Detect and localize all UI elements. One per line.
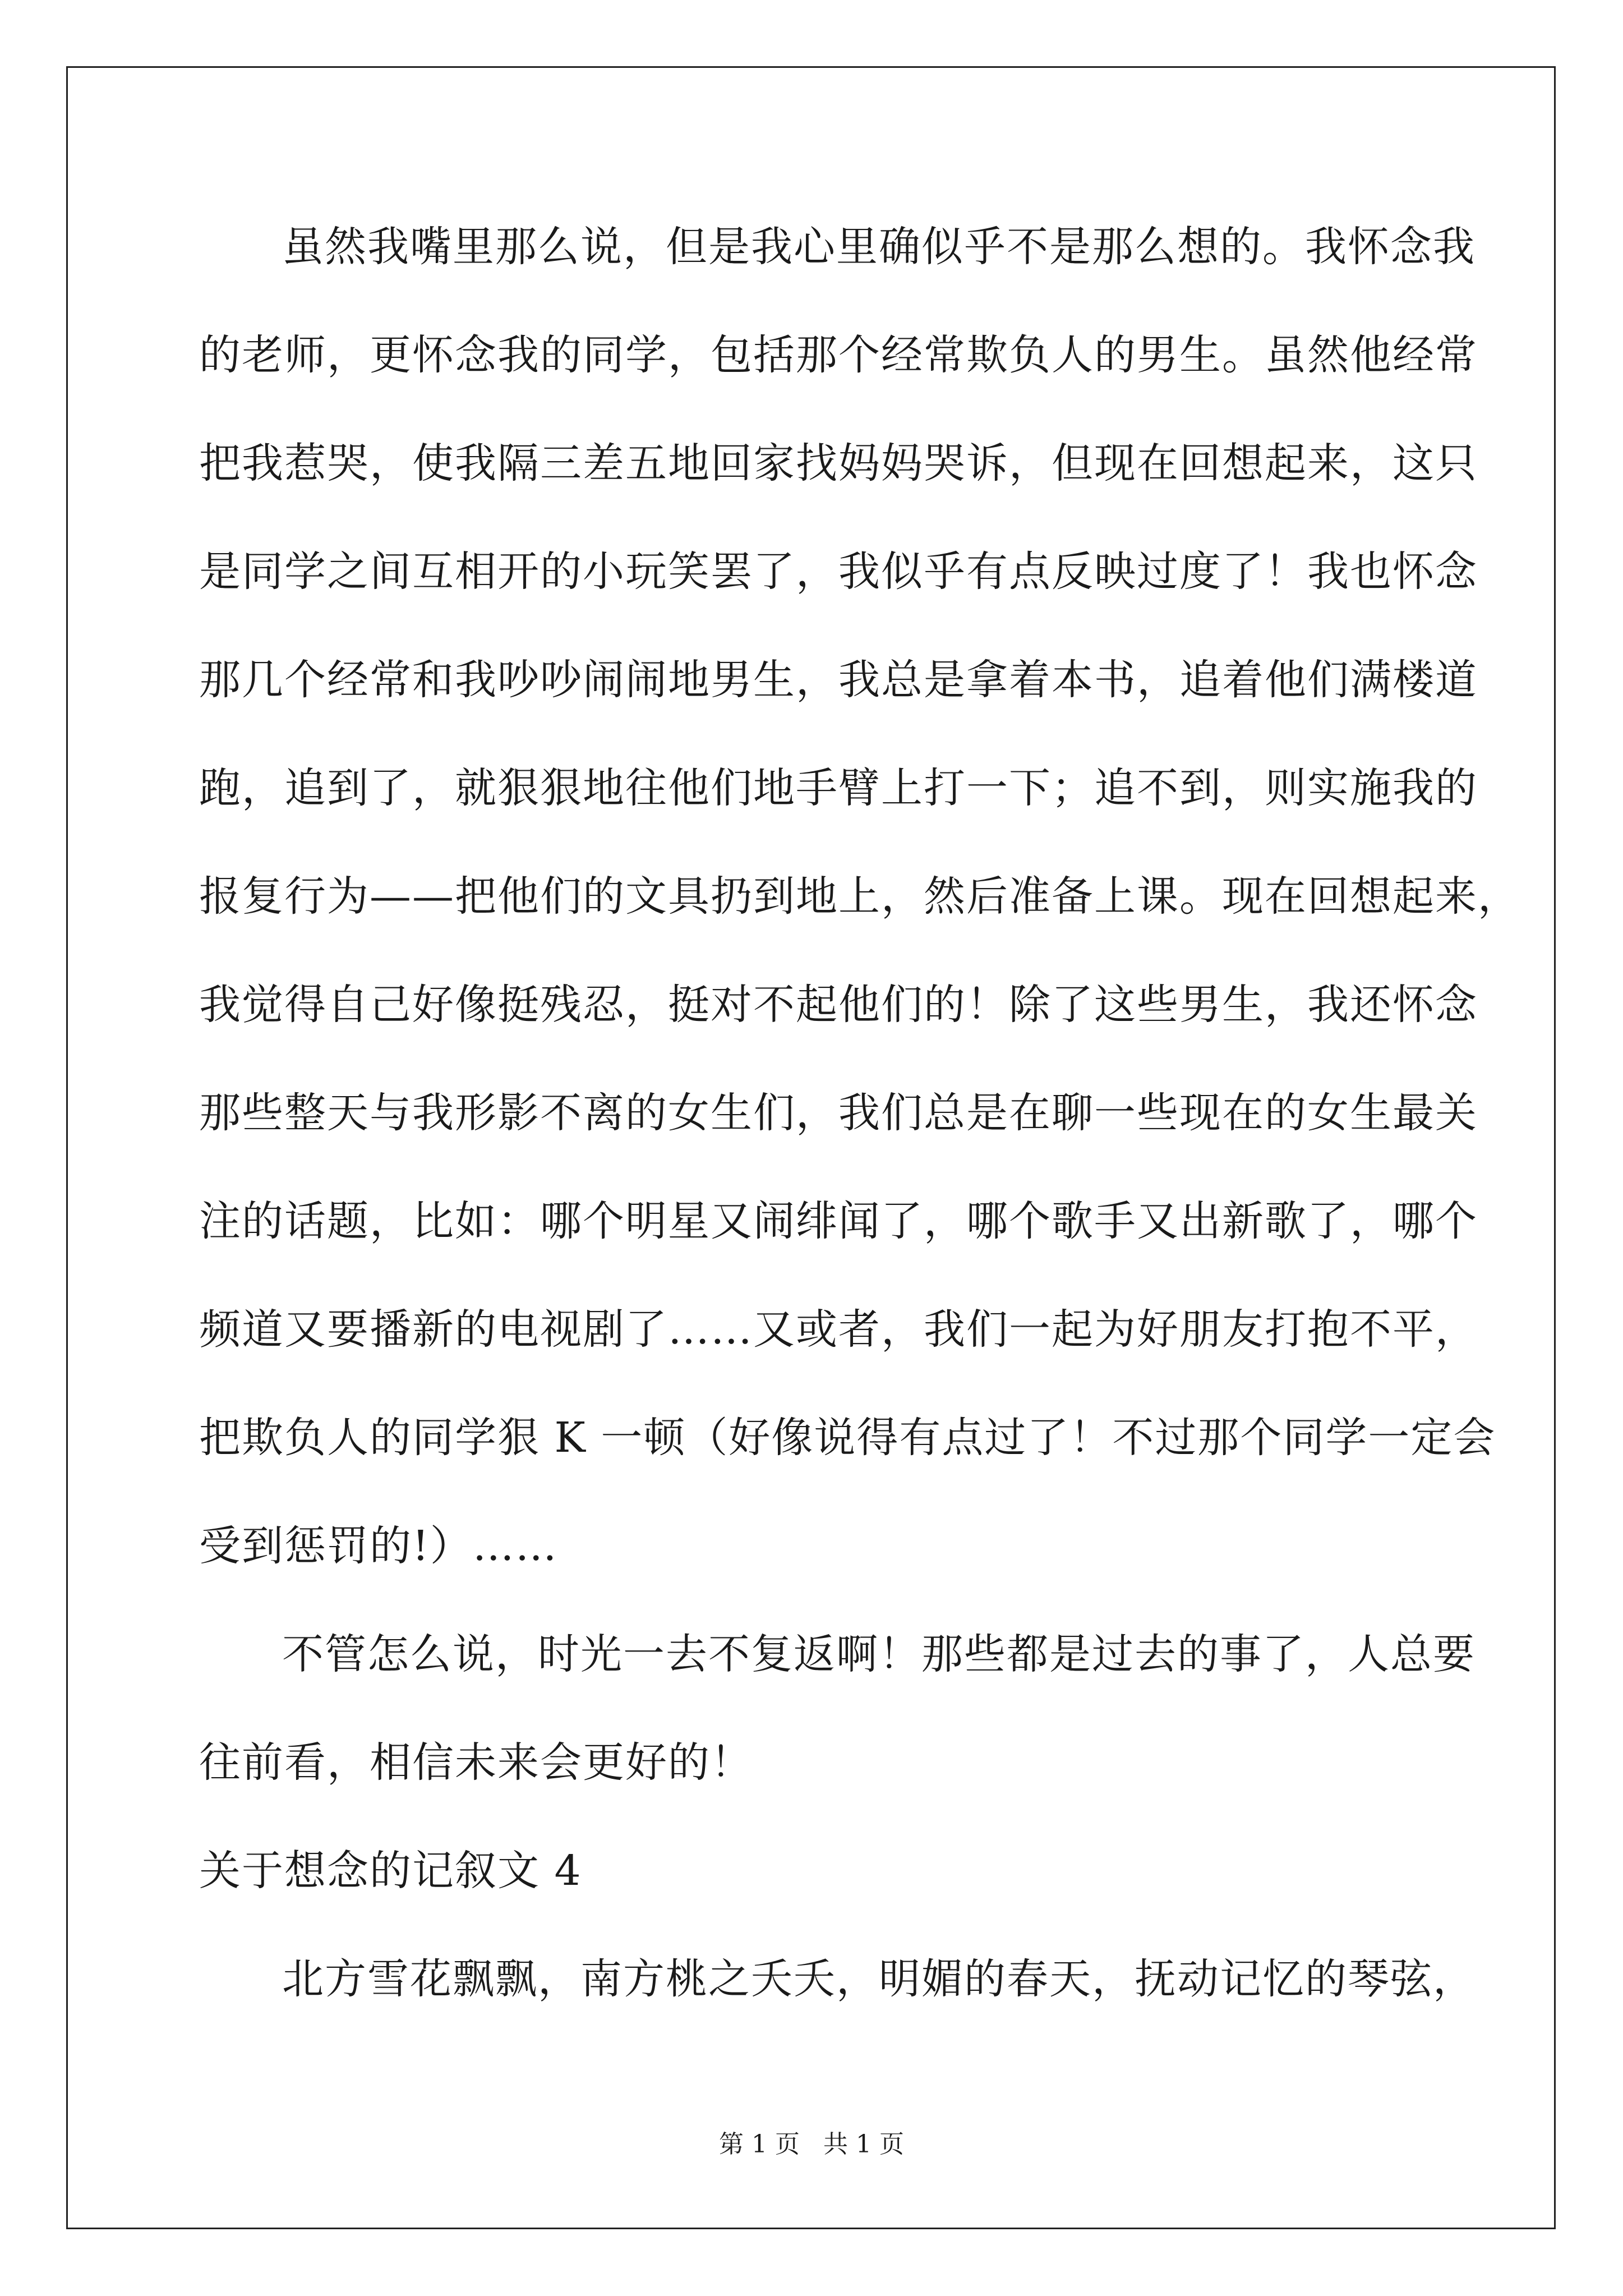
text-line: 跑，追到了，就狠狠地往他们地手臂上打一下；追不到，则实施我的: [199, 764, 1478, 812]
text-line: 的老师，更怀念我的同学，包括那个经常欺负人的男生。虽然他经常: [199, 331, 1478, 379]
page-footer: [0, 2129, 1623, 2160]
section-heading: 关于想念的记叙文 4: [199, 1847, 582, 1895]
text-line: 那些整天与我形影不离的女生们，我们总是在聊一些现在的女生最关: [199, 1089, 1478, 1137]
text-line: 那几个经常和我吵吵闹闹地男生，我总是拿着本书，追着他们满楼道: [199, 656, 1478, 704]
text-line: 把我惹哭，使我隔三差五地回家找妈妈哭诉，但现在回想起来，这只: [199, 439, 1478, 487]
text-line: 不管怎么说，时光一去不复返啊！那些都是过去的事了，人总要: [282, 1630, 1476, 1678]
page-total: 共 1 页: [823, 2130, 904, 2159]
page-number: 第 1 页: [719, 2130, 800, 2159]
text-line: 报复行为——把他们的文具扔到地上，然后准备上课。现在回想起来，: [199, 872, 1520, 921]
text-line: 频道又要播新的电视剧了……又或者，我们一起为好朋友打抱不平，: [199, 1305, 1478, 1354]
text-line: 往前看，相信未来会更好的！: [199, 1738, 753, 1787]
document-body: [199, 220, 1520, 2060]
text-line: 虽然我嘴里那么说，但是我心里确似乎不是那么想的。我怀念我: [282, 223, 1476, 271]
text-line: 我觉得自己好像挺残忍，挺对不起他们的！除了这些男生，我还怀念: [199, 981, 1478, 1029]
text-line: 把欺负人的同学狠 K 一顿（好像说得有点过了！不过那个同学一定会: [199, 1414, 1496, 1462]
text-line: 北方雪花飘飘，南方桃之夭夭，明媚的春天，抚动记忆的琴弦，: [282, 1955, 1476, 2003]
text-line: 注的话题，比如：哪个明星又闹绯闻了，哪个歌手又出新歌了，哪个: [199, 1197, 1478, 1245]
text-line: 是同学之间互相开的小玩笑罢了，我似乎有点反映过度了！我也怀念: [199, 547, 1478, 596]
text-line: 受到惩罚的!）……: [199, 1522, 558, 1570]
